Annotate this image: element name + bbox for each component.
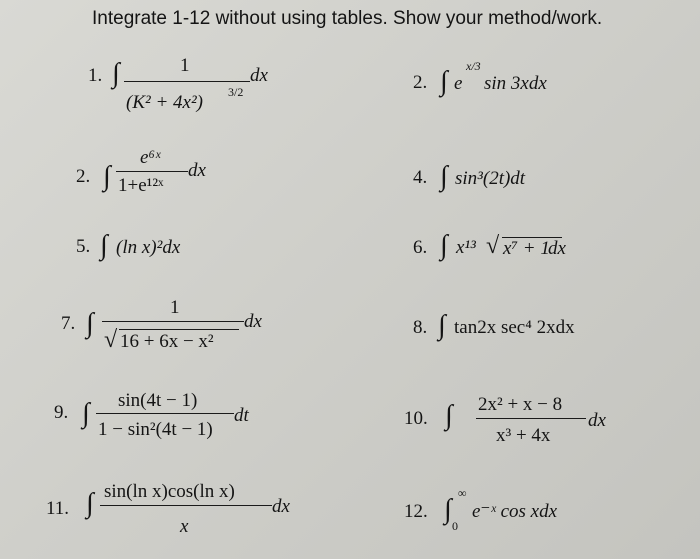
numerator: 2x² + x − 8: [478, 394, 563, 415]
problem-number: 11.: [46, 498, 70, 519]
integral-sign: ∫: [100, 230, 108, 261]
exponent: x/3: [466, 59, 481, 73]
expression: (ln x)²dx: [116, 237, 181, 258]
differential: dx: [588, 410, 606, 431]
upper-limit: ∞: [458, 486, 467, 500]
fraction-bar: [116, 171, 188, 172]
integral-sign: ∫: [112, 58, 120, 89]
problem-number: 2.: [413, 72, 428, 93]
problem-number: 10.: [404, 408, 428, 429]
expression: tan2x sec⁴ 2xdx: [454, 317, 575, 338]
problem-number: 1.: [88, 65, 103, 86]
integral-sign: ∫: [86, 308, 94, 339]
denominator: 1 − sin²(4t − 1): [98, 419, 213, 440]
denominator: 1+e¹²ˣ: [118, 175, 164, 196]
radicand: x⁷ + 1: [503, 238, 550, 259]
integral-sign: ∫: [103, 161, 111, 192]
problem-number: 4.: [413, 167, 428, 188]
integral-sign: ∫: [440, 230, 448, 261]
numerator: e⁶ˣ: [140, 147, 161, 168]
integral-sign: ∫: [444, 494, 452, 525]
worksheet-title: Integrate 1-12 without using tables. Show your method/work.: [92, 8, 603, 29]
differential: dx: [272, 496, 290, 517]
expression: e⁻ˣ cos xdx: [472, 501, 558, 522]
differential: dx: [244, 311, 262, 332]
problem-number: 8.: [413, 317, 428, 338]
problem-number: 9.: [54, 402, 69, 423]
lower-limit: 0: [452, 519, 458, 533]
fraction-bar: [96, 413, 234, 414]
expression: sin³(2t)dt: [455, 168, 526, 189]
differential: dx: [548, 238, 566, 259]
fraction-bar: [476, 418, 586, 419]
differential: dx: [188, 160, 206, 181]
denominator: (K² + 4x²): [126, 92, 203, 113]
problem-number: 6.: [413, 237, 428, 258]
problem-number: 5.: [76, 236, 91, 257]
numerator: 1: [180, 55, 190, 76]
exponent: 3/2: [228, 85, 244, 99]
radical-sign: √: [486, 233, 500, 259]
integral-sign: ∫: [440, 66, 448, 97]
denominator: x³ + 4x: [496, 425, 551, 446]
integral-sign: ∫: [82, 398, 90, 429]
integral-sign: ∫: [438, 310, 446, 341]
integral-sign: ∫: [445, 400, 453, 431]
numerator: sin(ln x)cos(ln x): [104, 481, 235, 502]
term: x¹³: [456, 237, 476, 258]
problem-number: 2.: [76, 166, 91, 187]
expression: sin 3xdx: [484, 73, 547, 94]
numerator: 1: [170, 297, 180, 318]
integral-sign: ∫: [86, 488, 94, 519]
radical-bar: [119, 329, 239, 330]
base: e: [454, 73, 463, 94]
radicand: 16 + 6x − x²: [120, 331, 214, 352]
fraction-bar: [124, 81, 250, 82]
differential: dx: [250, 65, 268, 86]
fraction-bar: [102, 321, 244, 322]
integral-sign: ∫: [440, 161, 448, 192]
denominator: x: [180, 516, 189, 537]
fraction-bar: [100, 505, 272, 506]
problem-number: 12.: [404, 501, 428, 522]
differential: dt: [234, 405, 249, 426]
radical-sign: √: [104, 327, 118, 353]
numerator: sin(4t − 1): [118, 390, 198, 411]
problem-number: 7.: [61, 313, 76, 334]
